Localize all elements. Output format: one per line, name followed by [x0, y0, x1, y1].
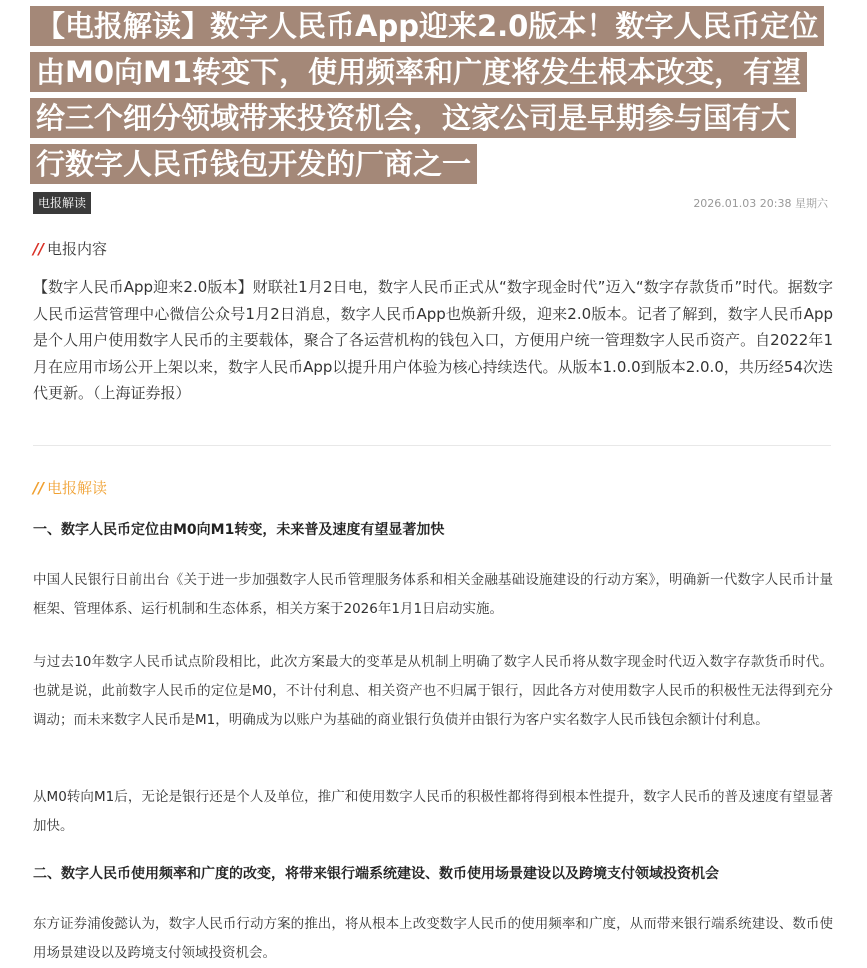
publish-date: 2026.01.03 20:38 星期六 [693, 197, 828, 210]
news-section-heading [33, 239, 107, 259]
paragraph: 中国人民银行日前出台《关于进一步加强数字人民币管理服务体系和相关金融基础设施建设的行动方案》，明确新一代数字人民币计量框架、管理体系、运行机制和生态体系，相关方案于2026年1月1日启动实施。 [33, 572, 833, 617]
section-marker-icon: // [33, 240, 44, 258]
headline-line: 行数字人民币钱包开发的厂商之一 [30, 144, 477, 184]
meta-bar [33, 192, 828, 214]
section2-title: 二、数字人民币使用频率和广度的改变，将带来银行端系统建设、数币使用场景建设以及跨境支付领域投资机会 [33, 866, 719, 882]
section-marker-icon: // [33, 479, 44, 497]
paragraph: 从M0转向M1后，无论是银行还是个人及单位，推广和使用数字人民币的积极性都将得到根本性提升，数字人民币的普及速度有望显著加快。 [33, 789, 833, 834]
headline-line: 【电报解读】数字人民币App迎来2.0版本！数字人民币定位 [30, 6, 824, 46]
analysis-section-heading [33, 478, 107, 498]
paragraph: 东方证券浦俊懿认为，数字人民币行动方案的推出，将从根本上改变数字人民币的使用频率和广度，从而带来银行端系统建设、数币使用场景建设以及跨境支付领域投资机会。 [33, 916, 833, 961]
news-body: 【数字人民币App迎来2.0版本】财联社1月2日电，数字人民币正式从“数字现金时代”迈入“数字存款货币”时代。据数字人民币运营管理中心微信公众号1月2日消息，数字人民币App也焕新升级，迎来2.0版本。记者了解到，数字人民币App是个人用户使用数字人民币的主要载体，聚合了各运营机构的钱包入口，方便用户统一管理数字人民币资产。自2022年1月在应用市场公开上架以来，数字人民币App以提升用户体验为核心持续迭代。从版本1.0.0到版本2.0.0，共历经54次迭代更新。（上海证券报） [33, 278, 833, 402]
news-heading-text: 电报内容 [46, 240, 107, 258]
headline [30, 6, 840, 190]
analysis-heading-text: 电报解读 [46, 479, 107, 497]
section1-title: 一、数字人民币定位由M0向M1转变，未来普及速度有望显著加快 [33, 522, 445, 538]
divider [33, 445, 831, 446]
headline-line: 由M0向M1转变下，使用频率和广度将发生根本改变，有望 [30, 52, 807, 92]
headline-line: 给三个细分领域带来投资机会，这家公司是早期参与国有大 [30, 98, 796, 138]
category-tag[interactable]: 电报解读 [33, 192, 91, 214]
paragraph: 与过去10年数字人民币试点阶段相比，此次方案最大的变革是从机制上明确了数字人民币将从数字现金时代迈入数字存款货币时代。也就是说，此前数字人民币的定位是M0，不计付利息、相关资产也不归属于银行，因此各方对使用数字人民币的积极性无法得到充分调动；而未来数字人民币是M1，明确成为以账户为基础的商业银行负债并由银行为客户实名数字人民币钱包余额计付利息。 [33, 654, 833, 728]
